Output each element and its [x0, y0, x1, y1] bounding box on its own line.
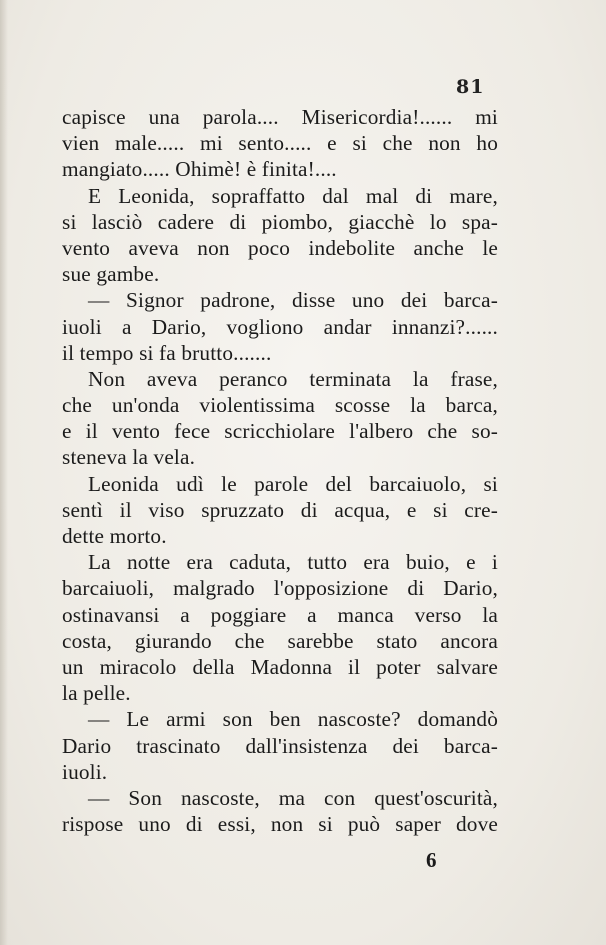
text-line: sentì il viso spruzzato di acqua, e si cre- — [62, 497, 498, 522]
text-line: Non aveva peranco terminata la frase, — [88, 366, 498, 391]
text-line: sue gambe. — [62, 262, 160, 287]
text-line: rispose uno di essi, non si può saper dove — [62, 812, 498, 837]
text-line: vento aveva non poco indebolite anche le — [62, 235, 498, 260]
text-line: iuoli a Dario, vogliono andar innanzi?...... — [62, 314, 498, 339]
page-edge-shadow — [0, 0, 8, 945]
text-line: Leonida udì le parole del barcaiuolo, si — [88, 471, 498, 496]
text-line: barcaiuoli, malgrado l'opposizione di Dario, — [62, 576, 498, 601]
text-line: Dario trascinato dall'insistenza dei barca- — [62, 733, 498, 758]
text-line: capisce una parola.... Misericordia!...... mi — [62, 105, 498, 129]
text-line: steneva la vela. — [62, 445, 196, 470]
text-line: la pelle. — [62, 681, 131, 706]
text-line: dette morto. — [62, 524, 167, 548]
text-line: La notte era caduta, tutto era buio, e i — [88, 550, 498, 575]
text-line: mangiato..... Ohimè! è finita!.... — [62, 157, 337, 182]
text-line: si lasciò cadere di piombo, giacchè lo spa- — [62, 209, 498, 234]
text-line: un miracolo della Madonna il poter salvare — [62, 654, 498, 679]
text-line: — Son nascoste, ma con quest'oscurità, — [88, 785, 498, 810]
text-line: e il vento fece scricchiolare l'albero che so- — [62, 419, 498, 444]
text-line: — Le armi son ben nascoste? domandò — [88, 707, 498, 732]
text-line: che un'onda violentissima scosse la barca, — [62, 393, 498, 418]
text-line: iuoli. — [62, 759, 108, 784]
signature-mark: 6 — [426, 848, 437, 872]
text-line: il tempo si fa brutto....... — [62, 340, 272, 365]
text-line: vien male..... mi sento..... e si che non ho — [62, 131, 498, 156]
text-line: costa, giurando che sarebbe stato ancora — [62, 628, 498, 653]
body-text — [62, 104, 498, 837]
text-line: ostinavansi a poggiare a manca verso la — [62, 602, 498, 627]
text-line: E Leonida, sopraffatto dal mal di mare, — [88, 183, 498, 208]
page-number: 81 — [456, 76, 485, 98]
text-line: — Signor padrone, disse uno dei barca- — [88, 288, 498, 313]
